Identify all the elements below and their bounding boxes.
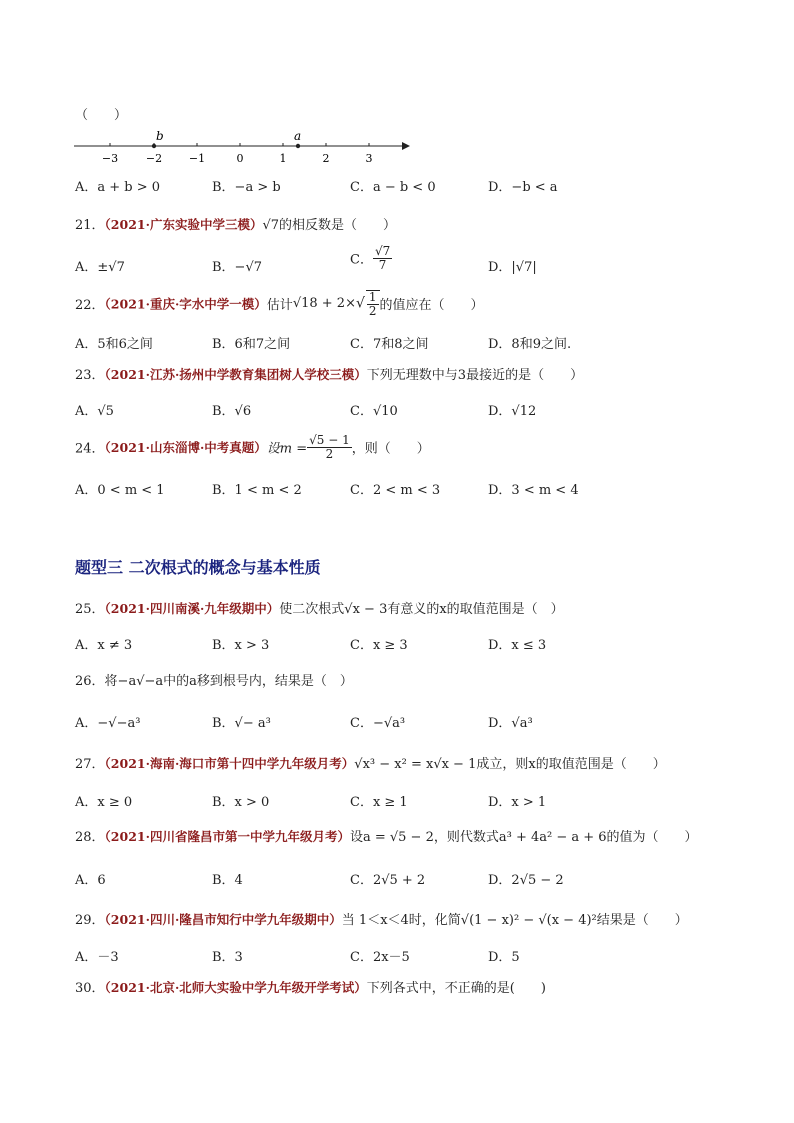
q21-option-b[interactable]: B．−√7: [212, 260, 263, 275]
question-30: [75, 977, 546, 996]
section-title: 题型三 二次根式的概念与基本性质: [75, 558, 321, 577]
q27-option-a[interactable]: A．x ≥ 0: [75, 795, 133, 810]
q23-option-b[interactable]: B．√6: [212, 404, 252, 419]
question-text: 的值应在（ ）: [379, 298, 484, 314]
q28-option-c[interactable]: C．2√5 + 2: [350, 873, 426, 888]
question-23: [75, 364, 583, 383]
point-b-label: b: [156, 129, 164, 143]
question-text: 下列各式中，不正确的是( ): [366, 981, 546, 996]
question-text: 的相反数是（ ）: [279, 218, 397, 233]
question-text-pre: 设m =: [266, 441, 308, 457]
tick-label: −3: [101, 152, 119, 165]
question-math: √7: [262, 218, 280, 233]
tick-label: 0: [236, 152, 244, 165]
question-number: 29．: [75, 913, 105, 928]
question-25: [75, 598, 564, 617]
question-number: 30．: [75, 981, 105, 996]
question-math: √18 + 2×: [292, 296, 356, 312]
question-number: 28．: [75, 830, 105, 845]
question-number: 26．: [75, 674, 105, 689]
question-29: [75, 909, 688, 928]
q23-option-d[interactable]: D．√12: [488, 404, 537, 419]
radical-sign: √: [355, 295, 365, 312]
fraction-numerator: 1: [368, 290, 377, 304]
q24-option-a[interactable]: A．0 < m < 1: [75, 483, 165, 498]
question-text: 下列无理数中与3最接近的是（ ）: [366, 368, 584, 383]
question-source: （2021·江苏·扬州中学教育集团树人学校三模）: [104, 367, 367, 382]
question-number: 23．: [75, 368, 105, 383]
q26-option-b[interactable]: B．√− a³: [212, 716, 271, 731]
fraction-numerator: √5 − 1: [309, 433, 350, 447]
q28-option-a[interactable]: A．6: [75, 873, 106, 888]
point-a-label: a: [294, 129, 302, 143]
q21-option-c[interactable]: [350, 245, 392, 271]
question-source: （2021·四川·隆昌市知行中学九年级期中）: [104, 912, 342, 927]
q21-option-d[interactable]: D．|√7|: [488, 260, 537, 275]
question-22: [75, 290, 484, 317]
question-number: 21．: [75, 218, 105, 233]
fraction-denominator: 2: [368, 303, 377, 318]
question-source: （2021·广东实验中学三模）: [104, 217, 263, 232]
question-source: （2021·重庆·字水中学一模）: [104, 296, 267, 312]
q21-option-a[interactable]: A．±√7: [75, 260, 125, 275]
question-24: [75, 434, 430, 460]
q24-option-b[interactable]: B．1 < m < 2: [212, 483, 302, 498]
q22-option-d[interactable]: D．8和9之间.: [488, 337, 572, 352]
q26-option-d[interactable]: D．√a³: [488, 716, 533, 731]
question-text: 将−a√−a中的a移到根号内，结果是（ ）: [104, 674, 353, 689]
fraction-denominator: 2: [325, 446, 334, 461]
q20-option-d[interactable]: D．−b < a: [488, 180, 558, 195]
question-source: （2021·四川南溪·九年级期中）: [104, 601, 280, 616]
q25-option-d[interactable]: D．x ≤ 3: [488, 638, 547, 653]
q29-option-d[interactable]: D．5: [488, 950, 520, 965]
question-text: 当 1＜x＜4时，化简√(1 − x)² − √(x − 4)²结果是（ ）: [341, 913, 688, 928]
tick-label: 3: [365, 152, 373, 165]
question-27: [75, 753, 666, 772]
q23-option-c[interactable]: C．√10: [350, 404, 398, 419]
q22-option-a[interactable]: A．5和6之间: [75, 337, 153, 352]
tick-label: 2: [322, 152, 330, 165]
question-number: 24．: [75, 441, 105, 457]
question-source: （2021·四川省隆昌市第一中学九年级月考）: [104, 829, 350, 844]
q29-option-c[interactable]: C．2x－5: [350, 950, 410, 965]
option-label: C．: [350, 252, 373, 268]
q28-option-b[interactable]: B．4: [212, 873, 243, 888]
question-text-pre: 估计: [266, 298, 293, 314]
fraction-numerator: √7: [374, 244, 391, 258]
q20-option-b[interactable]: B．−a > b: [212, 180, 281, 195]
q23-option-a[interactable]: A．√5: [75, 404, 114, 419]
q27-option-d[interactable]: D．x > 1: [488, 795, 547, 810]
question-28: [75, 826, 698, 845]
q25-option-a[interactable]: A．x ≠ 3: [75, 638, 133, 653]
q24-option-c[interactable]: C．2 < m < 3: [350, 483, 441, 498]
question-number: 22．: [75, 298, 105, 314]
q20-option-a[interactable]: A．a + b > 0: [75, 180, 161, 195]
q22-option-c[interactable]: C．7和8之间: [350, 337, 429, 352]
q20-bracket: （ ）: [75, 108, 128, 123]
q27-option-c[interactable]: C．x ≥ 1: [350, 795, 408, 810]
question-source: （2021·北京·北师大实验中学九年级开学考试）: [104, 980, 367, 995]
q26-option-c[interactable]: C．−√a³: [350, 716, 406, 731]
question-text: 设a = √5 − 2，则代数式a³ + 4a² − a + 6的值为（ ）: [349, 830, 698, 845]
q25-option-c[interactable]: C．x ≥ 3: [350, 638, 408, 653]
question-text: √x³ − x² = x√x − 1成立，则x的取值范围是（ ）: [354, 757, 666, 772]
question-text: ，则（ ）: [351, 441, 430, 457]
question-26: [75, 670, 353, 689]
point-b-dot: [152, 144, 156, 148]
q29-option-a[interactable]: A．－3: [75, 950, 119, 965]
tick-label: −2: [145, 152, 163, 165]
question-source: （2021·海南·海口市第十四中学九年级月考）: [104, 756, 355, 771]
question-21: [75, 214, 396, 233]
question-source: （2021·山东淄博·中考真题）: [104, 440, 267, 456]
question-text: 使二次根式√x − 3有意义的x的取值范围是（ ）: [279, 602, 564, 617]
q24-option-d[interactable]: D．3 < m < 4: [488, 483, 579, 498]
question-number: 27．: [75, 757, 105, 772]
q22-option-b[interactable]: B．6和7之间: [212, 337, 291, 352]
fraction-denominator: 7: [378, 257, 387, 272]
q25-option-b[interactable]: B．x > 3: [212, 638, 270, 653]
tick-label: −1: [188, 152, 206, 165]
q26-option-a[interactable]: A．−√−a³: [75, 716, 141, 731]
question-number: 25．: [75, 602, 105, 617]
point-a-dot: [296, 144, 300, 148]
number-line: [70, 128, 415, 168]
q28-option-d[interactable]: D．2√5 − 2: [488, 873, 564, 888]
q29-option-b[interactable]: B．3: [212, 950, 243, 965]
q27-option-b[interactable]: B．x > 0: [212, 795, 270, 810]
tick-label: 1: [279, 152, 287, 165]
q20-option-c[interactable]: C．a − b < 0: [350, 180, 436, 195]
